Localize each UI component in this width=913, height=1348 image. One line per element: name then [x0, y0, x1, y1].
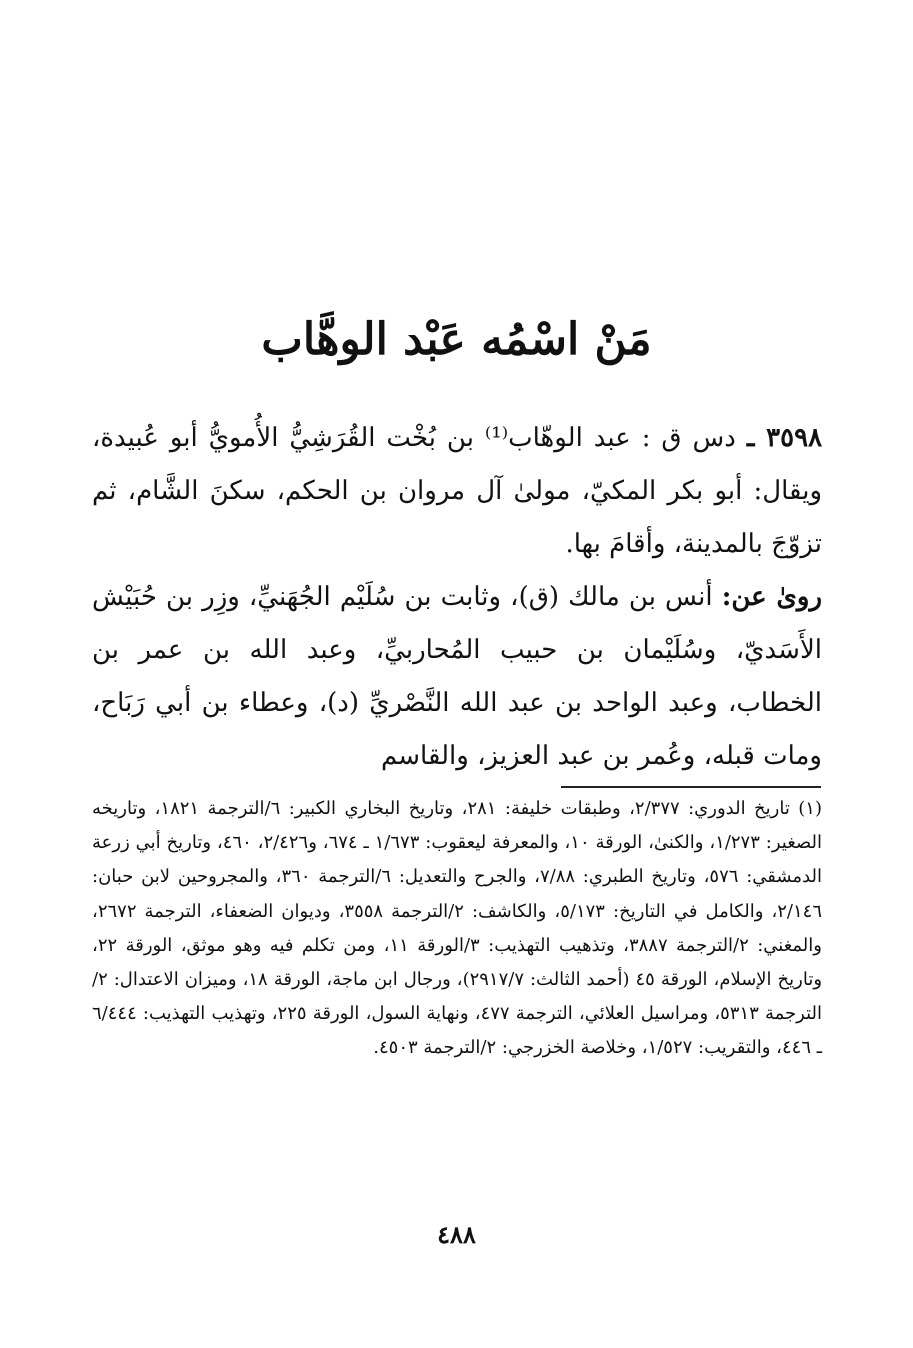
main-text	[92, 412, 822, 783]
entry-body: عبد الوهّاب⁽¹⁾ بن بُخْت القُرَشِيُّ الأُمويُّ أبو عُبيدة، ويقال: أبو بكر المكيّ، مولىٰ آل مروان بن الحكم، سكنَ الشَّام، ثم تزوّجَ بالمدينة، وأقامَ بها.	[92, 423, 822, 559]
entry-symbols: دس ق :	[641, 423, 736, 453]
footnote	[92, 792, 822, 1066]
footnote-separator	[561, 786, 821, 788]
section-title: مَنْ اسْمُه عَبْد الوهَّاب	[261, 314, 652, 365]
rawa-paragraph	[92, 571, 822, 783]
page-number: ٤٨٨	[437, 1220, 476, 1249]
rawa-label: روىٰ عن:	[721, 582, 823, 612]
entry-paragraph	[92, 412, 822, 571]
footnote-text: (١) تاريخ الدوري: ٢/٣٧٧، وطبقات خليفة: ٢٨١، وتاريخ البخاري الكبير: ٦/الترجمة ١٨٢١، وتاريخه الصغير: ١/٢٧٣، والكنىٰ، الورقة ١٠، والمعرفة ليعقوب: ١/٦٧٣ ـ ٦٧٤، و٢/٤٢٦، ٤٦٠، وتاريخ أبي زرعة الدمشقي: ٥٧٦، وتاريخ الطبري: ٧/٨٨، والجرح والتعديل: ٦/الترجمة ٣٦٠، والمجروحين لابن حبان: ٢/١٤٦، والكامل في التاريخ: ٥/١٧٣، والكاشف: ٢/الترجمة ٣٥٥٨، وديوان الضعفاء، الترجمة ٢٦٧٢، والمغني: ٢/الترجمة ٣٨٨٧، وتذهيب التهذيب: ٣/الورقة ١١، ومن تكلم فيه وهو موثق، الورقة ٢٢، وتاريخ الإسلام، الورقة ٤٥ (أحمد الثالث: ٢٩١٧/٧)، ورجال ابن ماجة، الورقة ١٨، وميزان الاعتدال: ٢/الترجمة ٥٣١٣، ومراسيل العلائي، الترجمة ٤٧٧، ونهاية السول، الورقة ٢٢٥، وتهذيب التهذيب: ٦/٤٤٤ ـ ٤٤٦، والتقريب: ١/٥٢٧، وخلاصة الخزرجي: ٢/الترجمة ٤٥٠٣.	[92, 798, 823, 1059]
rawa-text: أنس بن مالك (ق)، وثابت بن سُلَيْم الجُهَنيِّ، وزِر بن حُبَيْش الأَسَديّ، وسُلَيْمان بن حبيب المُحاربيِّ، وعبد الله بن عمر بن الخطاب، وعبد الواحد بن عبد الله النَّصْريِّ (د)، وعطاء بن أبي رَبَاح، ومات قبله، وعُمر بن عبد العزيز، والقاسم	[92, 582, 822, 771]
entry-number: ٣٥٩٨ ـ	[746, 423, 823, 453]
